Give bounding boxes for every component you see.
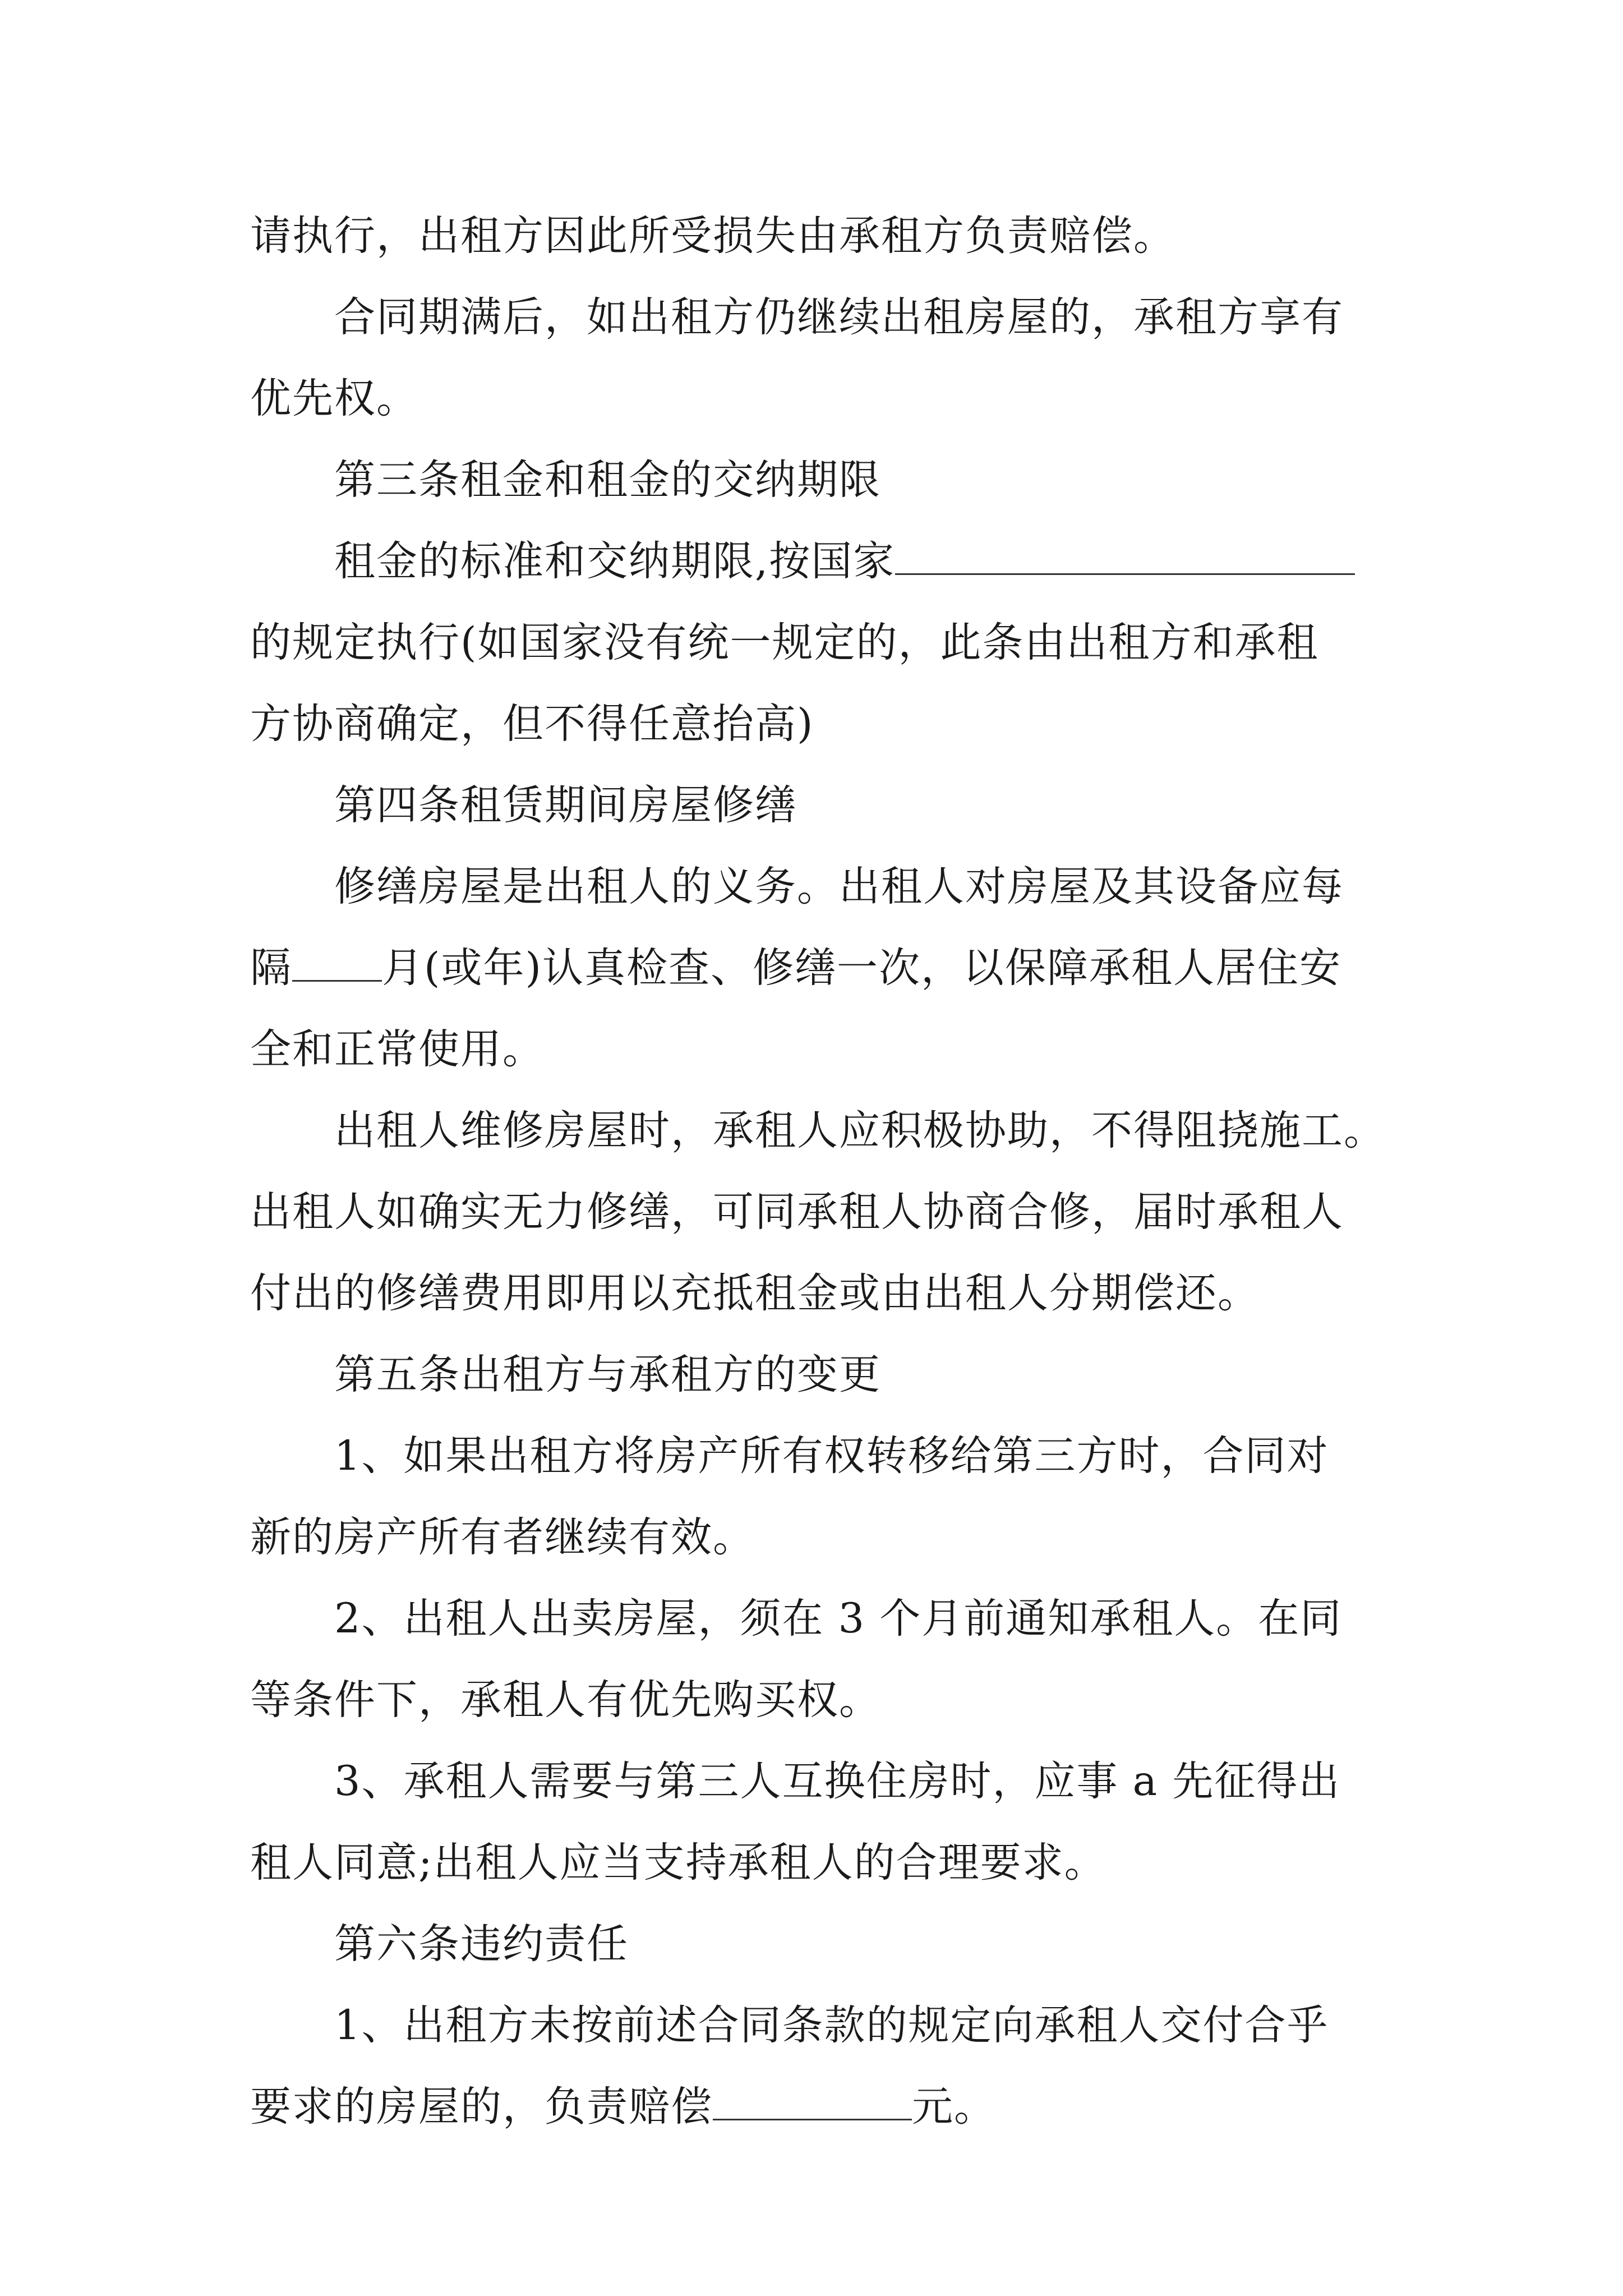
text-line: 租人同意;出租人应当支持承租人的合理要求。 <box>250 1839 1106 1887</box>
text-line: 1、如果出租方将房产所有权转移给第三方时，合同对 <box>334 1432 1329 1480</box>
text-line: 修缮房屋是出租人的义务。出租人对房屋及其设备应每 <box>334 863 1344 910</box>
text-line: 1、出租方未按前述合同条款的规定向承租人交付合乎 <box>334 2001 1329 2049</box>
section-heading: 第三条租金和租金的交纳期限 <box>334 456 881 504</box>
fill-in-blank <box>895 540 1355 575</box>
text-line: 3、承租人需要与第三人互换住房时，应事 a 先征得出 <box>334 1757 1341 1805</box>
fill-in-blank <box>713 2085 912 2120</box>
text-line: 付出的修缮费用即用以充抵租金或由出租人分期偿还。 <box>250 1269 1260 1317</box>
text-fragment: 月(或年)认真检查、修缮一次，以保障承租人居住安 <box>382 944 1341 992</box>
text-line: 出租人如确实无力修缮，可同承租人协商合修，届时承租人 <box>250 1188 1344 1236</box>
text-line: 2、出租人出卖房屋，须在 3 个月前通知承租人。在同 <box>334 1595 1343 1642</box>
text-line: 全和正常使用。 <box>250 1025 545 1073</box>
text-fragment: 要求的房屋的，负责赔偿 <box>250 2083 713 2131</box>
text-line: 出租人维修房屋时，承租人应积极协助，不得阻挠施工。 <box>334 1107 1386 1154</box>
text-line <box>250 927 1383 1009</box>
section-heading: 第四条租赁期间房屋修缮 <box>334 781 797 829</box>
text-line: 方协商确定，但不得任意抬高) <box>250 700 814 748</box>
text-line <box>250 2066 1383 2147</box>
text-line <box>250 521 1383 602</box>
section-heading: 第五条出租方与承租方的变更 <box>334 1351 881 1398</box>
text-line: 合同期满后，如出租方仍继续出租房屋的，承租方享有 <box>334 293 1344 341</box>
section-heading: 第六条违约责任 <box>334 1920 629 1968</box>
text-fragment: 元。 <box>912 2083 996 2131</box>
text-fragment: 隔 <box>250 944 292 992</box>
text-line: 等条件下，承租人有优先购买权。 <box>250 1676 881 1724</box>
document-body <box>250 195 1386 2147</box>
text-fragment: 租金的标准和交纳期限,按国家 <box>334 537 896 585</box>
text-line: 新的房产所有者继续有效。 <box>250 1513 755 1561</box>
text-line: 请执行，出租方因此所受损失由承租方负责赔偿。 <box>250 212 1175 260</box>
fill-in-blank <box>292 946 382 982</box>
text-line: 的规定执行(如国家没有统一规定的，此条由出租方和承租 <box>250 619 1319 666</box>
text-line: 优先权。 <box>250 375 418 422</box>
